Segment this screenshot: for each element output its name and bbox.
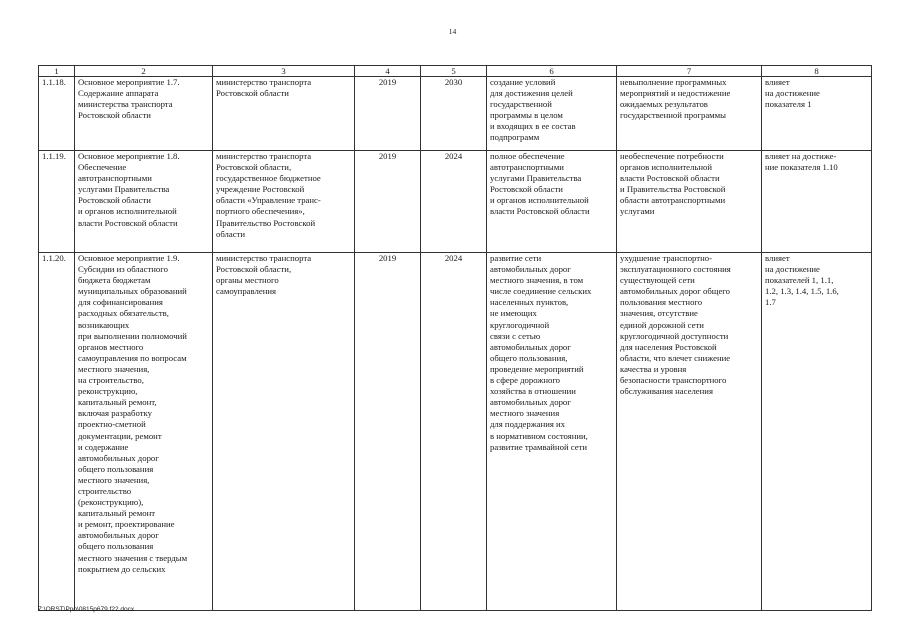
cell-line: государственное бюджетное [216, 173, 321, 184]
row-number-cell: 1.1.18. [39, 77, 75, 151]
cell-line: реконструкцию, [78, 386, 138, 397]
cell-line: не имеющих [490, 308, 537, 319]
cell-line: бюджета бюджетам [78, 275, 151, 286]
cell-line: Правительство Ростовской [216, 217, 316, 228]
indicator-link-cell [762, 77, 872, 151]
cell-line: учреждение Ростовской [216, 184, 305, 195]
cell-line: Субсидии из областного [78, 264, 168, 275]
cell-line: органы местного [216, 275, 279, 286]
cell-line: эксплуатационного состояния [620, 264, 731, 275]
cell-line: министерства транспорта [78, 99, 173, 110]
cell-line: и органов исполнительной [78, 206, 177, 217]
cell-line: пользования местного [620, 297, 703, 308]
cell-line: Ростовской области, [216, 162, 292, 173]
cell-line: автомобильных дорог [78, 530, 159, 541]
cell-line: для софинансирования [78, 297, 163, 308]
cell-line: покрытием до сельских [78, 563, 166, 574]
start-year-cell: 2019 [355, 253, 421, 611]
consequences-cell [617, 151, 762, 253]
cell-line: автомобильных дорог [490, 397, 571, 408]
cell-line: включая разработку [78, 408, 152, 419]
cell-line: на достижение [765, 264, 820, 275]
cell-line: услугами Правительства [490, 173, 582, 184]
col-header-1: 1 [39, 66, 75, 77]
cell-line: и ремонт, проектирование [78, 519, 175, 530]
cell-line: Ростовской области, [216, 264, 292, 275]
start-year-cell: 2019 [355, 77, 421, 151]
cell-line: автомобильных дорог общего [620, 286, 730, 297]
cell-line: капитальный ремонт [78, 508, 156, 519]
cell-line: Основное мероприятие 1.9. [78, 253, 180, 263]
cell-line: строительство [78, 485, 132, 496]
cell-line: общего пользования [78, 541, 154, 552]
consequences-cell [617, 77, 762, 151]
cell-line: муниципальных образований [78, 286, 187, 297]
cell-line: невыполнение программных [620, 77, 727, 87]
cell-line: услугами Правительства [78, 184, 170, 195]
cell-line: показателя 1 [765, 99, 812, 110]
indicator-link-cell [762, 151, 872, 253]
cell-line: связи с сетью [490, 330, 541, 341]
table-row [39, 151, 872, 253]
table-row [39, 77, 872, 151]
cell-line: власти Ростовской области [490, 206, 590, 217]
cell-line: Ростовской области [216, 88, 289, 99]
cell-line: проектно-сметной [78, 419, 146, 430]
cell-line: (реконструкцию), [78, 497, 144, 508]
cell-line: числе соединение сельских [490, 286, 592, 297]
cell-line: и входящих в ее состав [490, 121, 576, 132]
cell-line: расходных обязательств, [78, 308, 169, 319]
col-header-3: 3 [213, 66, 355, 77]
end-year-cell: 2030 [421, 77, 487, 151]
cell-line: министерство транспорта [216, 151, 312, 161]
cell-line: полное обеспечение [490, 151, 565, 161]
event-name-cell [75, 253, 213, 611]
cell-line: Ростовской области [78, 195, 151, 206]
event-name-cell [75, 77, 213, 151]
cell-line: портного обеспечения», [216, 206, 305, 217]
event-name-cell [75, 151, 213, 253]
cell-line: области [216, 228, 246, 239]
cell-line: безопасности транспортного [620, 375, 727, 386]
start-year-cell: 2019 [355, 151, 421, 253]
cell-line: капитальный ремонт, [78, 397, 157, 408]
cell-line: и содержание [78, 441, 129, 452]
cell-line: области, что влечет снижение [620, 352, 731, 363]
cell-line: Обеспечение [78, 162, 127, 173]
cell-line: документации, ремонт [78, 430, 162, 441]
executor-cell [213, 77, 355, 151]
cell-line: ние показателя 1.10 [765, 162, 838, 173]
cell-line: влияет [765, 77, 790, 87]
cell-line: и органов исполнительной [490, 195, 589, 206]
col-header-6: 6 [487, 66, 617, 77]
cell-line: ухудшение транспортно- [620, 253, 712, 263]
cell-line: для поддержания их [490, 419, 566, 430]
file-path-footer: Z:\ORST\Ppo\0815p679.f22.docx [38, 606, 135, 613]
cell-line: Содержание аппарата [78, 88, 159, 99]
cell-line: для населения Ростовской [620, 341, 717, 352]
cell-line: 1.2, 1.3, 1.4, 1.5, 1.6, [765, 286, 839, 297]
cell-line: местного значения, [78, 474, 150, 485]
cell-line: в сфере дорожного [490, 375, 561, 386]
cell-line: качества и уровня [620, 363, 687, 374]
cell-line: Основное мероприятие 1.8. [78, 151, 180, 161]
cell-line: мероприятий и недостижение [620, 88, 731, 99]
cell-line: влияет на достиже- [765, 151, 837, 161]
cell-line: органов исполнительной [620, 162, 712, 173]
col-header-2: 2 [75, 66, 213, 77]
cell-line: автотранспортными [490, 162, 564, 173]
cell-line: для достижения целей [490, 88, 573, 99]
cell-line: возникающих [78, 319, 130, 330]
cell-line: местного значения, [78, 363, 150, 374]
expected-result-cell [487, 77, 617, 151]
cell-line: местного значения [490, 408, 560, 419]
expected-result-cell [487, 253, 617, 611]
cell-line: Основное мероприятие 1.7. [78, 77, 180, 87]
cell-line: власти Ростовской области [620, 173, 720, 184]
cell-line: обслуживания населения [620, 386, 713, 397]
cell-line: услугами [620, 206, 655, 217]
cell-line: в нормативном состоянии, [490, 430, 588, 441]
cell-line: создание условий [490, 77, 556, 87]
cell-line: местного значения с твердым [78, 552, 188, 563]
cell-line: автомобильных дорог [490, 341, 571, 352]
cell-line: автомобильных дорог [490, 264, 571, 275]
cell-line: общего пользования [78, 463, 154, 474]
cell-line: показателей 1, 1.1, [765, 275, 834, 286]
cell-line: общего пользования, [490, 352, 568, 363]
cell-line: существующей сети [620, 275, 695, 286]
page-number: 14 [448, 27, 457, 36]
header-row [39, 66, 872, 77]
cell-line: круглогодичной [490, 319, 550, 330]
cell-line: развитие сети [490, 253, 542, 263]
table-row [39, 253, 872, 611]
cell-line: области автотранспортными [620, 195, 726, 206]
cell-line: Ростовской области [490, 184, 563, 195]
cell-line: министерство транспорта [216, 253, 312, 263]
col-header-8: 8 [762, 66, 872, 77]
executor-cell [213, 253, 355, 611]
expected-result-cell [487, 151, 617, 253]
cell-line: единой дорожной сети [620, 319, 704, 330]
cell-line: автомобильных дорог [78, 452, 159, 463]
col-header-7: 7 [617, 66, 762, 77]
cell-line: ожидаемых результатов [620, 99, 708, 110]
cell-line: подпрограмм [490, 132, 540, 143]
cell-line: министерство транспорта [216, 77, 312, 87]
cell-line: Ростовской области [78, 110, 151, 121]
cell-line: значения, отсутствие [620, 308, 698, 319]
row-number-cell: 1.1.20. [39, 253, 75, 611]
col-header-5: 5 [421, 66, 487, 77]
cell-line: населенных пунктов, [490, 297, 569, 308]
cell-line: государственной программы [620, 110, 727, 121]
cell-line: проведение мероприятий [490, 363, 584, 374]
cell-line: развитие трамвайной сети [490, 441, 588, 452]
cell-line: необеспечение потребности [620, 151, 724, 161]
cell-line: на строительство, [78, 375, 144, 386]
cell-line: самоуправления по вопросам [78, 352, 187, 363]
cell-line: власти Ростовской области [78, 217, 178, 228]
cell-line: автотранспортными [78, 173, 152, 184]
end-year-cell: 2024 [421, 151, 487, 253]
cell-line: местного значения, в том [490, 275, 584, 286]
cell-line: самоуправления [216, 286, 276, 297]
executor-cell [213, 151, 355, 253]
row-number-cell: 1.1.19. [39, 151, 75, 253]
program-activities-table [38, 65, 872, 611]
cell-line: на достижение [765, 88, 820, 99]
cell-line: программы в целом [490, 110, 563, 121]
indicator-link-cell [762, 253, 872, 611]
cell-line: при выполнении полномочий [78, 330, 187, 341]
cell-line: и Правительства Ростовской [620, 184, 726, 195]
cell-line: круглогодичной доступности [620, 330, 729, 341]
consequences-cell [617, 253, 762, 611]
cell-line: хозяйства в отношении [490, 386, 576, 397]
cell-line: влияет [765, 253, 790, 263]
col-header-4: 4 [355, 66, 421, 77]
cell-line: органов местного [78, 341, 144, 352]
cell-line: государственной [490, 99, 552, 110]
cell-line: 1.7 [765, 297, 776, 308]
end-year-cell: 2024 [421, 253, 487, 611]
cell-line: области «Управление транс- [216, 195, 321, 206]
